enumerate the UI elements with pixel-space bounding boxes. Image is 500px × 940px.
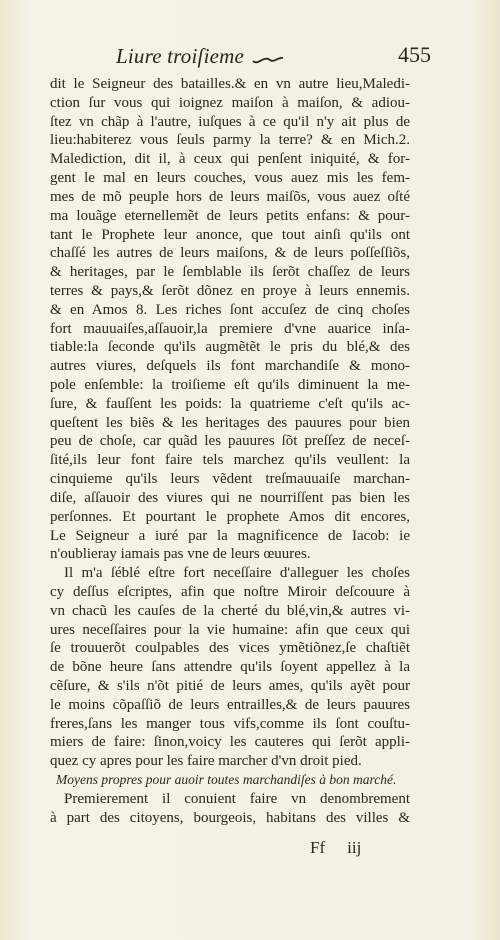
- text-line: n'oublieray iamais pas vne de leurs œuures.: [50, 546, 311, 563]
- text-line: Il m'a ſéblé eſtre fort neceſſaire d'alleguer les choſes: [64, 565, 410, 582]
- text-line: peu de choſe, car quãd les pauures ſõt preſſez de neceſ-: [50, 433, 410, 450]
- section-heading: Moyens propres pour auoir toutes marchandiſes à bon marché.: [56, 772, 397, 788]
- page-number: 455: [398, 42, 431, 67]
- text-line: fort mauuaiſes,aſſauoir,la premiere d'vne auarice inſa-: [50, 320, 410, 337]
- text-line: tiable:la ſeconde qu'ils augmẽtẽt le pris du blé,& des: [50, 339, 410, 356]
- text-line: queſtent les biẽs & les heritages des pauures pour bien: [50, 414, 410, 431]
- text-line: cy deſſus eſcriptes, afin que noſtre Miroir deſcouure à: [50, 583, 410, 600]
- signature-letters: Ff: [310, 838, 326, 857]
- text-line: de bõne heure ſans attendre qu'ils ſoyent appellez à la: [50, 659, 410, 676]
- text-line: autres viures, deſquels ils font marchandiſe & mono-: [50, 358, 410, 375]
- text-line: terres & pays,& ſerõt dõnez en proye à leurs ennemis.: [50, 282, 410, 299]
- text-line: tant le Prophete leur anonce, que tout ainſi qu'ils ont: [50, 226, 410, 243]
- text-line: vn chacũ les cauſes de la cherté du blé,vin,& autres vi-: [50, 602, 410, 619]
- text-line: ſe trouuerõt coulpables des vices ymẽtiõnez,ſe chaſtiẽt: [50, 640, 410, 657]
- text-line: gent le mal en leurs couches, vous auez mis les fem-: [50, 170, 410, 187]
- running-head: Liure troiſieme: [116, 44, 245, 68]
- text-line: à part des citoyens, bourgeois, habitans des villes &: [50, 809, 410, 826]
- signature-mark: [310, 838, 383, 858]
- text-line: le moins cõpaſſiõ de leurs entrailles,& de leurs pauures: [50, 696, 410, 713]
- text-line: freres,ſans les manger tous vifs,comme ils ſont couſtu-: [50, 715, 410, 732]
- page-header: [0, 40, 500, 70]
- text-line: lieu:habiterez vous ſeuls parmy la terre? & en Mich.2.: [50, 132, 410, 149]
- text-line: Malediction, dit il, à ceux qui penſent iniquité, & for-: [50, 151, 410, 168]
- text-line: ction ſur vous qui ioignez maiſon à maiſon, & adiou-: [50, 94, 410, 111]
- text-line: ſité,ils leur font faire tels marchez qu'ils veullent: la: [50, 452, 410, 469]
- text-line: ſure, & fauſſent les poids: la quatrieme c'eſt qu'ils ac-: [50, 395, 410, 412]
- text-line: chaſſé les autres de leurs maiſons, & de leurs poſſeſſiõs,: [50, 245, 410, 262]
- text-line: Le Seigneur a iuré par la magnificence de Iacob: ie: [50, 527, 410, 544]
- text-line: ures neceſſaires pour la vie humaine: afin que ceux qui: [50, 621, 410, 638]
- text-line: cẽſure, & s'ils n'õt pitié de leurs ames, qu'ils ayẽt pour: [50, 678, 410, 694]
- text-line: diſe, aſſauoir des viures qui ne nourriſſent pas bien les: [50, 489, 410, 506]
- text-line: cinquieme qu'ils leurs vẽdent treſmauuaiſe marchan-: [50, 471, 410, 488]
- text-line: quez cy apres pour les faire marcher d'vn droit pied.: [50, 753, 362, 770]
- flourish-ornament: [252, 54, 284, 66]
- text-line: & heritages, par le ſemblable ils ſerõt chaſſez de leurs: [50, 264, 410, 281]
- signature-number: iij: [347, 838, 362, 857]
- text-line: pole enſemble: la troiſieme eſt qu'ils diminuent la me-: [50, 377, 410, 393]
- text-line: & en Amos 8. Les riches ſont accuſez de cinq choſes: [50, 301, 410, 318]
- text-line: miers de faire: ſinon,voicy les cauteres qui ſerõt appli-: [50, 734, 410, 751]
- text-line: ma louãge eternellemẽt de leurs petits enfans: & pour-: [50, 207, 410, 224]
- text-line: Premierement il conuient faire vn denombrement: [64, 790, 410, 807]
- text-line: dit le Seigneur des batailles.& en vn autre lieu,Maledi-: [50, 76, 410, 92]
- text-line: ſtez vn chãp à l'autre, iuſques à ce qu'il n'y ait plus de: [50, 113, 410, 130]
- text-line: perſonnes. Et pourtant le prophete Amos dit encores,: [50, 508, 410, 525]
- text-line: mes de mõ peuple hors de leurs maiſõs, vous auez oſté: [50, 188, 410, 205]
- body-text: [50, 75, 410, 828]
